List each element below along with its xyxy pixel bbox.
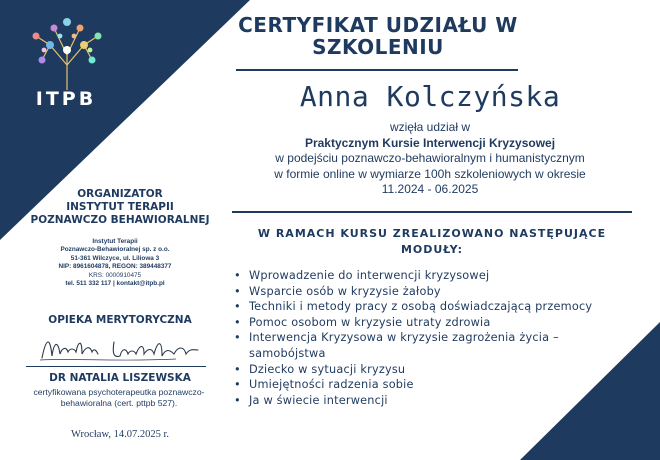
organizer-name-line-1: INSTYTUT TERAPII: [66, 201, 174, 213]
module-item: • Dziecko w sytuacji kryzysu: [232, 362, 632, 378]
course-name: Praktycznym Kursie Interwencji Kryzysowej: [304, 135, 556, 150]
section-divider: [232, 211, 632, 213]
organizer-name-line-2: POZNAWCZO BEHAWIORALNEJ: [30, 214, 210, 226]
organizer-stamp: [40, 238, 190, 288]
module-item: • Techniki i metody pracy z osobą doświadczającą przemocy: [232, 299, 632, 315]
signature-line: [26, 366, 206, 367]
logo-text: ITPB: [35, 88, 97, 110]
modules-heading: W RAMACH KURSU ZREALIZOWANO NASTĘPUJĄCE MODUŁY:: [257, 227, 607, 256]
took-part-text: wzięła udział w: [389, 120, 471, 134]
module-item: • Interwencja Kryzysowa w kryzysie zagrożenia życia – samobójstwa: [232, 330, 632, 361]
module-item: • Wprowadzenie do interwencji kryzysowej: [232, 268, 632, 284]
module-item: • Ja w świecie interwencji: [232, 393, 632, 409]
modules-list: [232, 268, 632, 408]
certificate-title: CERTYFIKAT UDZIAŁU W SZKOLENIU: [238, 13, 518, 59]
organizer-heading: [20, 188, 220, 227]
module-item: • Pomoc osobom w kryzysie utraty zdrowia: [232, 315, 632, 331]
stamp-line: 51-361 Wilczyce, ul. Liliowa 3: [70, 254, 160, 262]
period-text: 11.2024 - 06.2025: [381, 182, 479, 196]
certificate-body: [225, 120, 635, 198]
supervisor-description: certyfikowana psychoterapeutka poznawczo-behawioralna (cert. pttpb 527).: [33, 387, 205, 408]
approach-text: w podejściu poznawczo-behawioralnym i humanistycznym: [275, 151, 585, 165]
format-text: w formie online w wymiarze 100h szkoleniowych w okresie: [274, 166, 586, 181]
module-item: • Umiejętności radzenia sobie: [232, 377, 632, 393]
module-item: • Wsparcie osób w kryzysie żałoby: [232, 284, 632, 300]
title-divider: [236, 69, 518, 71]
place-and-date: Wrocław, 14.07.2025 r.: [70, 429, 170, 440]
stamp-line: Instytut Terapii: [92, 238, 138, 245]
supervisor-name: DR NATALIA LISZEWSKA: [49, 372, 191, 384]
stamp-line: tel. 511 332 117 | kontakt@itpb.pl: [65, 280, 165, 288]
stamp-line: KRS: 0000910475: [88, 271, 142, 279]
stamp-line: NIP: 8961604878, REGON: 389448377: [58, 263, 172, 271]
signature-icon: [36, 328, 206, 368]
participant-name: Anna Kolczyńska: [299, 80, 561, 113]
organizer-label: ORGANIZATOR: [77, 188, 163, 200]
supervision-heading: OPIEKA MERYTORYCZNA: [48, 314, 192, 326]
stamp-line: Poznawczo-Behawioralnej sp. z o.o.: [60, 246, 170, 254]
